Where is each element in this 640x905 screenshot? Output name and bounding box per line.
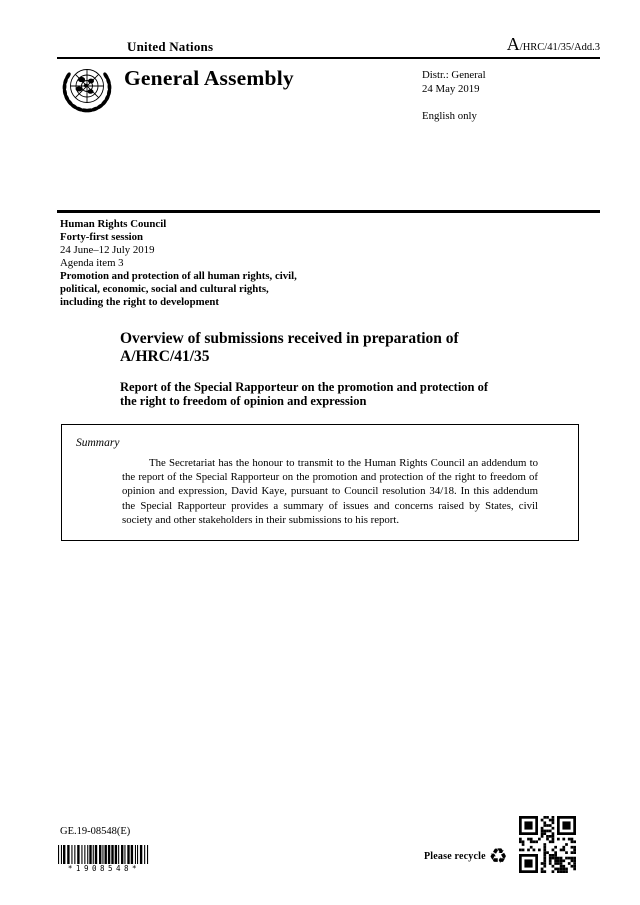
- session-council: Human Rights Council: [60, 218, 167, 230]
- recycle-label: Please recycle: [424, 851, 486, 862]
- header-rule-thin: [57, 57, 600, 59]
- report-title: [120, 330, 580, 365]
- ge-number: GE.19-08548(E): [60, 826, 131, 837]
- doc-symbol-series: A: [506, 34, 520, 54]
- masthead-rule-thick: [57, 210, 600, 213]
- distr-line: Distr.: General: [422, 69, 486, 81]
- doc-symbol: [507, 34, 600, 55]
- barcode-bars-icon: [58, 845, 150, 864]
- agenda-title-line: Promotion and protection of all human rights, civil,: [60, 270, 297, 282]
- organ-title: General Assembly: [124, 66, 294, 90]
- report-title-line: A/HRC/41/35: [120, 347, 210, 365]
- qr-code-icon: [519, 816, 576, 873]
- recycle-note: [424, 846, 508, 867]
- report-subtitle: [120, 380, 580, 408]
- session-agenda-item: Agenda item 3: [60, 257, 124, 269]
- session-block: [60, 218, 297, 309]
- distribution-block: [422, 69, 486, 124]
- session-name: Forty-first session: [60, 231, 144, 243]
- report-subtitle-line: Report of the Special Rapporteur on the promotion and protection of: [120, 380, 489, 394]
- summary-paragraph: The Secretariat has the honour to transmit to the Human Rights Council an addendum to the report of the Special Rapporteur on the promotion and protection of the right to freedom of opinion and expression, David Kaye, pursuant to Council resolution 34/18. In this addendum the Special Rapporteur provides a summary of issues and concerns raised by States, civil society and other stakeholders in their submissions to his report.: [122, 457, 538, 526]
- session-dates: 24 June–12 July 2019: [60, 244, 155, 256]
- barcode-text: *1908548*: [67, 864, 141, 873]
- report-title-line: Overview of submissions received in preparation of: [120, 330, 459, 347]
- recycle-icon: ♻: [488, 844, 508, 868]
- un-emblem-icon: [58, 62, 116, 120]
- report-subtitle-line: the right to freedom of opinion and expression: [120, 394, 367, 408]
- summary-label: Summary: [76, 437, 120, 449]
- barcode: [58, 845, 150, 873]
- org-name: United Nations: [127, 39, 214, 54]
- distr-language: English only: [422, 110, 477, 122]
- agenda-title-line: including the right to development: [60, 296, 219, 308]
- distr-date: 24 May 2019: [422, 82, 480, 95]
- doc-symbol-number: /HRC/41/35/Add.3: [519, 42, 600, 53]
- summary-box: [61, 424, 579, 541]
- agenda-title-line: political, economic, social and cultural rights,: [60, 283, 269, 295]
